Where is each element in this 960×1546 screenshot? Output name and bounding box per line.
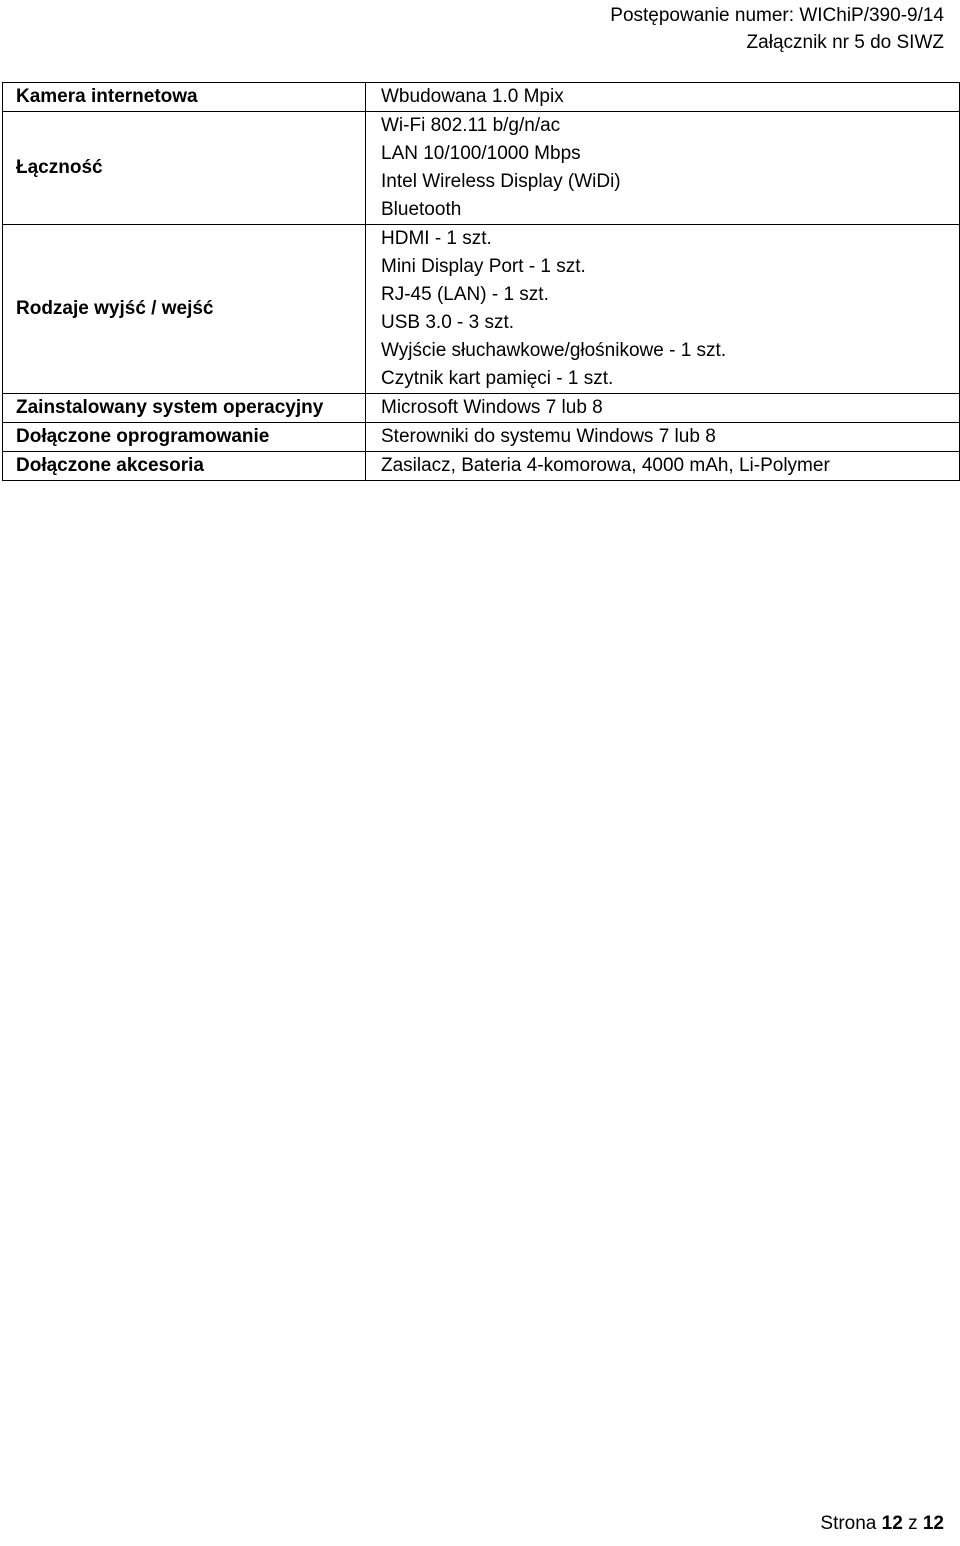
row-label: Łączność <box>3 112 366 225</box>
value-line: USB 3.0 - 3 szt. <box>381 312 515 333</box>
row-label: Dołączone oprogramowanie <box>3 423 366 452</box>
footer-separator: z <box>908 1513 918 1534</box>
row-label: Zainstalowany system operacyjny <box>3 394 366 423</box>
attachment-label: Załącznik nr 5 do SIWZ <box>746 32 944 53</box>
value-line: RJ-45 (LAN) - 1 szt. <box>381 284 549 305</box>
table-row <box>3 225 960 394</box>
table-row <box>3 452 960 481</box>
page-header <box>610 2 944 56</box>
spec-table <box>2 82 960 481</box>
page-footer <box>820 1512 944 1536</box>
row-value <box>366 83 960 112</box>
value-line: Intel Wireless Display (WiDi) <box>381 171 621 192</box>
value-line: LAN 10/100/1000 Mbps <box>381 143 581 164</box>
table-row <box>3 423 960 452</box>
current-page-number: 12 <box>881 1513 903 1534</box>
row-value <box>366 112 960 225</box>
row-label: Kamera internetowa <box>3 83 366 112</box>
row-value <box>366 225 960 394</box>
row-value <box>366 394 960 423</box>
value-line: Sterowniki do systemu Windows 7 lub 8 <box>381 426 716 447</box>
table-row <box>3 83 960 112</box>
value-line: Wbudowana 1.0 Mpix <box>381 86 564 107</box>
value-line: Mini Display Port - 1 szt. <box>381 256 586 277</box>
total-pages-number: 12 <box>922 1513 944 1534</box>
row-label: Rodzaje wyjść / wejść <box>3 225 366 394</box>
value-line: Bluetooth <box>381 199 462 220</box>
table-row <box>3 112 960 225</box>
procedure-number: Postępowanie numer: WIChiP/390-9/14 <box>610 5 944 26</box>
row-value <box>366 423 960 452</box>
footer-prefix: Strona <box>820 1513 877 1534</box>
value-line: Czytnik kart pamięci - 1 szt. <box>381 368 614 389</box>
value-line: Wyjście słuchawkowe/głośnikowe - 1 szt. <box>381 340 727 361</box>
value-line: Microsoft Windows 7 lub 8 <box>381 397 603 418</box>
value-line: Zasilacz, Bateria 4-komorowa, 4000 mAh, Li-Polymer <box>381 455 830 476</box>
value-line: Wi-Fi 802.11 b/g/n/ac <box>381 115 561 136</box>
value-line: HDMI - 1 szt. <box>381 228 492 249</box>
table-row <box>3 394 960 423</box>
row-value <box>366 452 960 481</box>
row-label: Dołączone akcesoria <box>3 452 366 481</box>
